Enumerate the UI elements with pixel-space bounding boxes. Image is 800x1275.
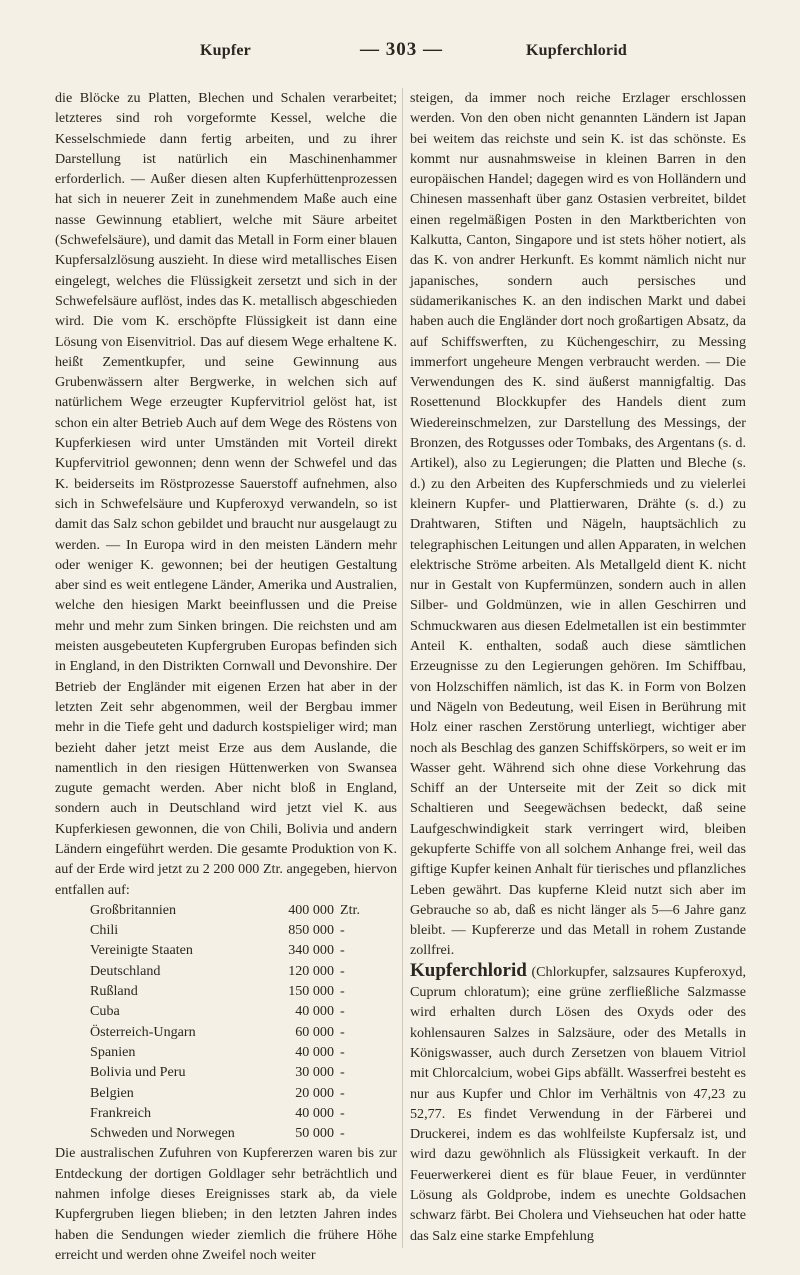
- table-row: [90, 1022, 380, 1042]
- table-cell-country: Schweden und Norwegen: [90, 1125, 235, 1142]
- table-row: [90, 920, 380, 940]
- table-cell-country: Großbritannien: [90, 901, 177, 918]
- table-cell-value: 50 000: [295, 1125, 334, 1142]
- table-row: [90, 1062, 380, 1082]
- table-cell-value: 60 000: [295, 1023, 334, 1040]
- column-divider: [402, 88, 403, 1248]
- table-cell-country: Rußland: [90, 983, 138, 1000]
- table-cell-value: 40 000: [295, 1043, 334, 1060]
- table-row: [90, 940, 380, 960]
- table-cell-value: 20 000: [295, 1084, 334, 1101]
- table-cell-country: Cuba: [90, 1003, 120, 1020]
- left-column-paragraph-end: Die australischen Zufuhren von Kupfererzen waren bis zur Entdeckung der dortigen Goldlager sehr beträchtlich und nahmen infolge dieses Ereignisses stark ab, da viele Kupfergruben liegen blieben; in den letzten Jahren indes haben die Sendungen wieder ziemlich die frühere Höhe erreicht und werden ohne Zweifel noch weiter: [55, 1145, 397, 1263]
- table-cell-country: Deutschland: [90, 962, 161, 979]
- table-cell-value: 40 000: [295, 1003, 334, 1020]
- table-row: [90, 981, 380, 1001]
- table-cell-unit: -: [340, 1084, 345, 1101]
- entry-term: Kupferchlorid: [410, 959, 527, 981]
- left-column: [55, 88, 397, 1265]
- right-column-paragraph: steigen, da immer noch reiche Erzlager erschlossen werden. Von den oben nicht genannten Ländern ist Japan bei weitem das reichste und sein K. ist das schönste. Es kommt nur ausnahmsweise in kleinen Barren in den europäischen Handel; dagegen wird es von Holländern und Chinesen massenhaft über ganz Ostasien verbreitet, bildet einen regelmäßigen Posten in den Marktberichten von Kalkutta, Canton, Singapore und ist stets höher notiert, als das K. von andrer Herkunft. Es kommt nämlich nicht nur japanisches, sondern auch persisches und südamerikanisches K. an den indischen Markt und dabei haben auch die Engländer dort noch großartigen Absatz, da auf Schiffswerften, zu Küchengeschirr, zu Messing immerfort ungeheure Mengen verbraucht werden. — Die Verwendungen des K. sind äußerst mannigfaltig. Das Rosettenund Blockkupfer des Handels dient zum Wiedereinschmelzen, zur Darstellung des Messings, der Bronzen, des Rotgusses oder Tombaks, des Argentans (s. d. Artikel), also zu Legierungen; die Platten und Bleche (s. d.) zu den Arbeiten des Kupferschmieds und zu vielerlei kleinern Kupfer- und Plattierwaren, Drähte (s. d.) zu Drahtwaren, Stiften und Nägeln, hauptsächlich zu telegraphischen Leitungen und allen Apparaten, in welchen elektrische Ströme arbeiten. Als Metallgeld dient K. nicht nur in Gestalt von Kupfermünzen, sondern auch in allen Silber- und Goldmünzen, wie in allen Geschirren und Schmuckwaren aus diesen Edelmetallen ist ein bestimmter Anteil K. enthalten, sodaß auch diese sämtlichen Erzeugnisse zu den Legierungen gehören. Im Schiffbau, von Holzschiffen nämlich, ist das K. in Form von Bolzen und Nägeln von Bedeutung, weil Eisen in Berührung mit Holz einer raschen Zerstörung unterliegt, wichtiger aber noch als Beschlag des ganzen Schiffskörpers, so weit er im Wasser geht. Während sich ohne diese Vorkehrung das Schiff an der Unterseite mit der Zeit so dick mit Schaltieren und Seegewächsen bedeckt, daß seine Laufgeschwindigkeit stark verringert wird, bleiben gekupferte Schiffe von all solchem Anhange frei, weil das giftige Kupfer keinen Anhalt für tierisches und pflanzliches Leben gewährt. Das kupferne Kleid nutzt sich aber im Gebrauche so ab, daß es nicht länger als 5—6 Jahre ganz bleibt. — Kupfererze und das Metall in rohem Zustande zollfrei.: [410, 90, 746, 959]
- table-cell-country: Vereinigte Staaten: [90, 942, 193, 959]
- table-cell-unit: -: [340, 1104, 345, 1121]
- table-cell-country: Österreich-Ungarn: [90, 1023, 196, 1040]
- table-row: [90, 1123, 380, 1143]
- table-row: [90, 1042, 380, 1062]
- table-cell-country: Frankreich: [90, 1104, 152, 1121]
- table-cell-unit: -: [340, 1043, 345, 1060]
- table-row: [90, 961, 380, 981]
- table-cell-value: 40 000: [295, 1104, 334, 1121]
- table-cell-unit: -: [340, 1125, 345, 1142]
- running-head-right: Kupferchlorid: [526, 42, 627, 59]
- table-cell-value: 340 000: [288, 942, 334, 959]
- table-cell-country: Spanien: [90, 1043, 136, 1060]
- entry-text: (Chlorkupfer, salzsaures Kupferoxyd, Cuprum chloratum); eine grüne zerfließliche Salzmasse wird erhalten durch Lösen des Oxyds oder des kohlensauren Salzes in Salzsäure, oder des Metalls in Königswasser, auch durch Zersetzen von blauem Vitriol mit Chlorcalcium, wobei Gips abfällt. Wasserfrei besteht es nur aus Kupfer und Chlor im Verhältnis von 47,23 zu 52,77. Es findet Verwendung in der Färberei und Druckerei, indem es das wohlfeilste Kupfersalz ist, und wird dazu gewöhnlich als Flüssigkeit verkauft. In der Feuerwerkerei dient es für blaue Feuer, in verdünnter Lösung als Goldprobe, indem es unechte Goldsachen schwarz färbt. Bei Cholera und Viehseuchen hat oder hatte das Salz eine starke Empfehlung: [410, 963, 746, 1244]
- left-column-paragraph: die Blöcke zu Platten, Blechen und Schalen verarbeitet; letzteres sind roh vorgeformte Kessel, welche die Kesselschmiede dann fertig arbeiten, und zu ihrer Darstellung ist natürlich ein Maschinenhammer erforderlich. — Außer diesen alten Kupferhüttenprozessen hat sich in neuerer Zeit in zunehmendem Maße auch eine nasse Gewinnung etabliert, welche mit Säure arbeitet (Schwefelsäure), und damit das Metall in Form einer blauen Kupfersalzlösung auszieht. In diese wird metallisches Eisen eingelegt, welches die Flüssigkeit zersetzt und sich in der Schwefelsäure auflöst, indes das K. metallisch abgeschieden wird. Die vom K. erschöpfte Flüssigkeit ist dann eine Lösung von Eisenvitriol. Das auf diesem Wege erhaltene K. heißt Zementkupfer, und seine Gewinnung aus Grubenwässern alter Bergwerke, in welchen sich auf natürlichem Wege erzeugter Kupfervitriol gelöst hat, ist schon ein alter Betrieb Auch auf dem Wege des Röstens von Kupferkiesen wird unter Umständen mit Vorteil direkt Kupfervitriol gewonnen; denn wenn der Schwefel und das K. beiderseits im Röstprozesse Sauerstoff aufnehmen, also sich in Schwefelsäure und Kupferoxyd verwandeln, so ist damit das Salz schon gebildet und braucht nur ausgelaugt zu werden. — In Europa wird in den meisten Ländern mehr oder weniger K. gewonnen; bei der heutigen Gestaltung aber sind es weit entlegene Länder, Amerika und Australien, welche den hiesigen Markt beeinflussen und die Preise mehr und mehr zum Sinken bringen. Die reichsten und am meisten ausgebeuteten Kupfergruben Europas befinden sich in England, in den Distrikten Cornwall und Devonshire. Der Betrieb der Engländer mit eigenen Erzen hat aber in der letzten Zeit sehr abgenommen, weil der Bergbau immer mehr in die Tiefe geht und dadurch kostspieliger wird; man bezieht daher jetzt meist Erze aus dem Auslande, die namentlich in den riesigen Hüttenwerken von Swansea zugute gemacht werden. Aber nicht bloß in England, sondern auch in Deutschland wird jetzt viel K. aus Kupferkiesen gewonnen, die von Chili, Bolivia und andern Ländern eingeführt werden. Die gesamte Produktion von K. auf der Erde wird jetzt zu 2 200 000 Ztr. angegeben, hiervon entfallen auf:: [55, 90, 397, 898]
- table-row: [90, 1083, 380, 1103]
- table-cell-unit: Ztr.: [340, 901, 360, 918]
- table-cell-country: Belgien: [90, 1084, 134, 1101]
- table-cell-value: 30 000: [295, 1064, 334, 1081]
- table-cell-unit: -: [340, 1023, 345, 1040]
- table-cell-unit: -: [340, 1003, 345, 1020]
- table-row: [90, 900, 380, 920]
- entry-kupferchlorid: [410, 961, 746, 1246]
- table-row: [90, 1001, 380, 1021]
- table-cell-unit: -: [340, 1064, 345, 1081]
- table-row: [90, 1103, 380, 1123]
- page-number: — 303 —: [360, 39, 443, 60]
- page-header: [60, 39, 743, 70]
- table-cell-unit: -: [340, 962, 345, 979]
- table-cell-unit: -: [340, 922, 345, 939]
- running-head-left: Kupfer: [200, 42, 251, 59]
- table-cell-country: Chili: [90, 922, 119, 939]
- table-cell-value: 400 000: [288, 901, 334, 918]
- table-cell-value: 150 000: [288, 983, 334, 1000]
- table-cell-unit: -: [340, 942, 345, 959]
- right-column: [410, 88, 746, 1246]
- table-cell-value: 120 000: [288, 962, 334, 979]
- table-cell-value: 850 000: [288, 922, 334, 939]
- table-cell-country: Bolivia und Peru: [90, 1064, 186, 1081]
- copper-production-table: [90, 900, 380, 1144]
- table-cell-unit: -: [340, 983, 345, 1000]
